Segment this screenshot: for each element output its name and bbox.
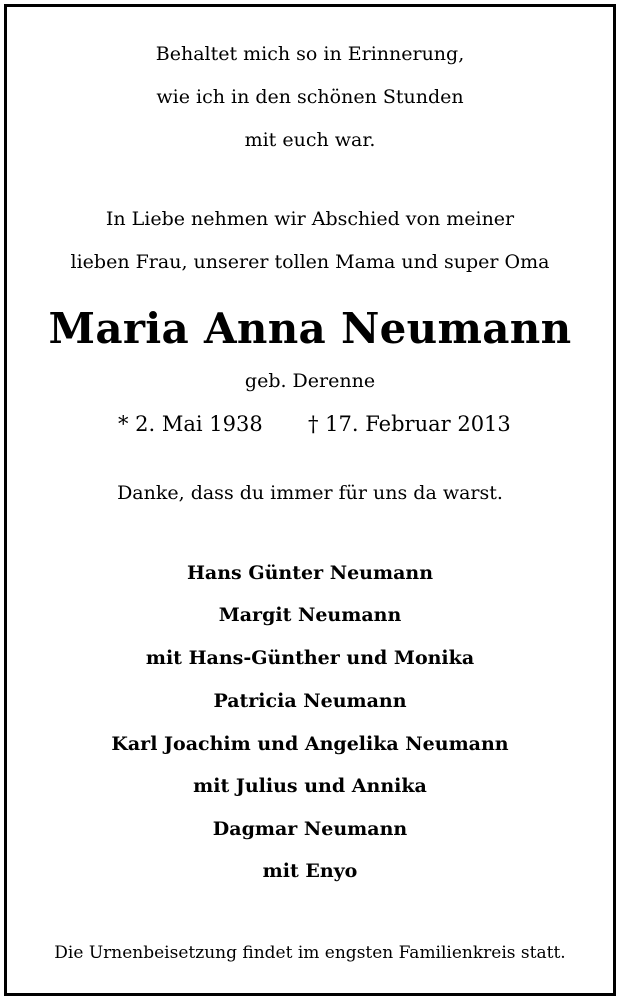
death-date: † 17. Februar 2013 (308, 412, 511, 436)
thanks-line: Danke, dass du immer für uns da warst. (117, 482, 503, 504)
mourner-line: mit Hans-Günther und Monika (145, 647, 475, 669)
mourner-line: Margit Neumann (218, 604, 402, 626)
birth-name: geb. Derenne (244, 370, 376, 392)
verse-line-2: wie ich in den schönen Stunden (156, 86, 464, 108)
mourner-line: Hans Günter Neumann (186, 562, 434, 584)
mourner-line: Patricia Neumann (213, 690, 407, 712)
verse-line-3: mit euch war. (244, 129, 376, 151)
birth-date: * 2. Mai 1938 (118, 412, 263, 436)
mourner-line: mit Julius und Annika (193, 775, 427, 797)
verse-line-1: Behaltet mich so in Erinnerung, (155, 43, 465, 65)
intro-line-2: lieben Frau, unserer tollen Mama und super Oma (70, 251, 550, 273)
life-dates (0, 414, 620, 438)
mourner-line: mit Enyo (262, 860, 358, 882)
footer-note: Die Urnenbeisetzung findet im engsten Familienkreis statt. (54, 943, 566, 963)
mourner-line: Dagmar Neumann (212, 818, 408, 840)
deceased-name: Maria Anna Neumann (48, 304, 572, 353)
intro-line-1: In Liebe nehmen wir Abschied von meiner (105, 208, 515, 230)
mourner-line: Karl Joachim und Angelika Neumann (111, 733, 509, 755)
